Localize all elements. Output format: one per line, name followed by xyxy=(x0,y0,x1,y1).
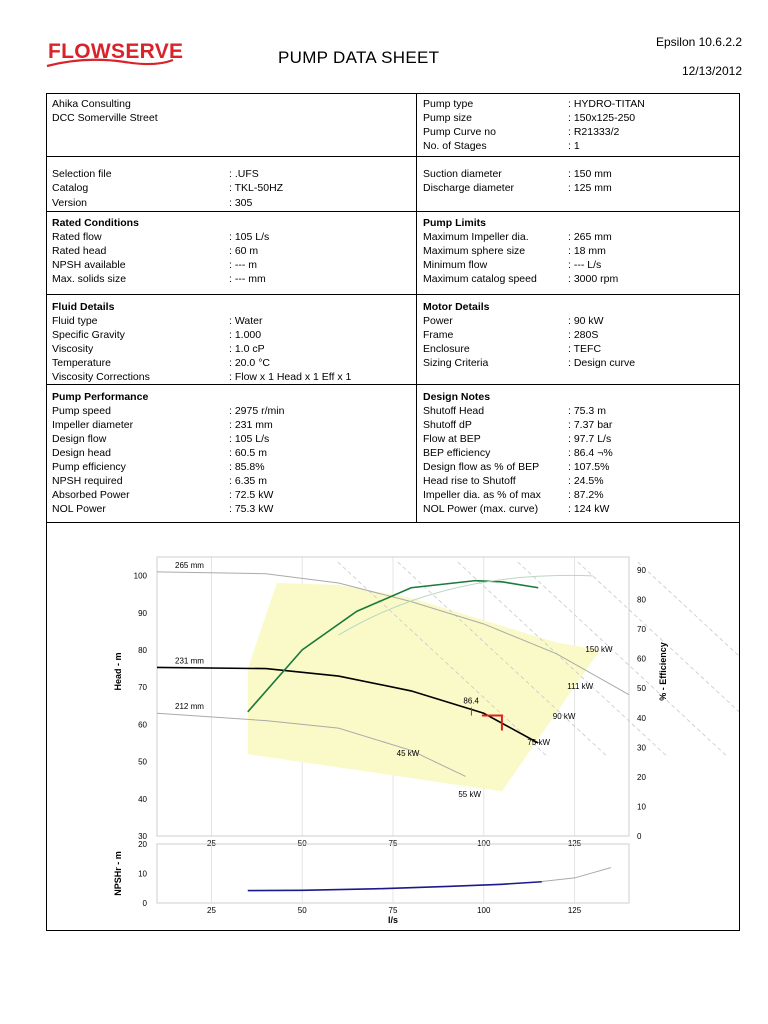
pump-speed-value: : 2975 r/min xyxy=(229,405,285,417)
y2-tick-7: 70 xyxy=(637,625,646,635)
sizing-criteria-label: Sizing Criteria xyxy=(423,357,489,369)
sheet-date: 12/13/2012 xyxy=(681,64,742,78)
stages-label: No. of Stages xyxy=(423,140,487,152)
x-tick-3: 100 xyxy=(477,839,491,848)
motor-details-block xyxy=(423,300,733,370)
nol-power-value: : 75.3 kW xyxy=(229,503,274,515)
absorbed-power-label: Absorbed Power xyxy=(52,489,130,501)
y-tick-4: 70 xyxy=(138,683,147,693)
motor-details-heading: Motor Details xyxy=(423,301,490,313)
rated-flow-label: Rated flow xyxy=(52,231,102,243)
flow-at-bep-label: Flow at BEP xyxy=(423,433,481,445)
fluid-details-heading: Fluid Details xyxy=(52,301,115,313)
npsh-y-tick-0: 0 xyxy=(142,899,147,908)
nol-power-label: NOL Power xyxy=(52,503,106,515)
pump-limits-block xyxy=(423,216,733,286)
suction-diameter-label: Suction diameter xyxy=(423,168,502,180)
pump-limits-heading: Pump Limits xyxy=(423,217,487,229)
specific-gravity-label: Specific Gravity xyxy=(52,329,125,341)
catalog-value: : TKL-50HZ xyxy=(229,182,284,194)
max-solids-value: : --- mm xyxy=(229,273,266,285)
max-speed-label: Maximum catalog speed xyxy=(423,273,537,285)
y2-tick-5: 50 xyxy=(637,684,646,694)
y2-axis-label: % - Efficiency xyxy=(658,642,668,701)
rated-flow-value: : 105 L/s xyxy=(229,231,270,243)
frame-value: : 280S xyxy=(568,329,599,341)
y2-tick-0: 0 xyxy=(637,832,642,841)
npsh-y-tick-1: 10 xyxy=(138,869,147,879)
impeller-pct-max-label: Impeller dia. as % of max xyxy=(423,489,541,501)
fluid-type-value: : Water xyxy=(229,315,263,327)
pump-type-value: : HYDRO-TITAN xyxy=(568,98,645,110)
data-sheet-table xyxy=(46,93,740,931)
rated-conditions-heading: Rated Conditions xyxy=(52,217,139,229)
y2-tick-4: 40 xyxy=(637,713,646,723)
y2-tick-9: 90 xyxy=(637,566,646,575)
page-title: PUMP DATA SHEET xyxy=(278,48,440,67)
npsh-available-value: : --- m xyxy=(229,259,257,271)
max-sphere-label: Maximum sphere size xyxy=(423,245,526,257)
diameters-block xyxy=(423,167,733,195)
enclosure-value: : TEFC xyxy=(568,343,602,355)
head-curve-label-1: 231 mm xyxy=(175,656,204,666)
suction-diameter-value: : 150 mm xyxy=(568,168,612,180)
y-tick-2: 50 xyxy=(138,757,147,767)
customer-block xyxy=(52,97,158,125)
pump-efficiency-label: Pump efficiency xyxy=(52,461,126,473)
shutoff-dp-label: Shutoff dP xyxy=(423,419,472,431)
rated-conditions-block xyxy=(52,216,412,286)
impeller-diameter-label: Impeller diameter xyxy=(52,419,134,431)
rated-head-label: Rated head xyxy=(52,245,107,257)
motor-power-label: Power xyxy=(423,315,453,327)
design-head-value: : 60.5 m xyxy=(229,447,267,459)
npsh-x-tick-1: 50 xyxy=(297,906,307,915)
y-tick-0: 30 xyxy=(138,832,147,841)
flow-at-bep-value: : 97.7 L/s xyxy=(568,433,612,445)
head-rise-value: : 24.5% xyxy=(568,475,604,487)
temperature-label: Temperature xyxy=(52,357,111,369)
power-label-3: 75 kW xyxy=(527,737,551,747)
flowserve-logo xyxy=(45,40,185,80)
sizing-criteria-value: : Design curve xyxy=(568,357,636,369)
max-sphere-value: : 18 mm xyxy=(568,245,606,257)
max-solids-label: Max. solids size xyxy=(52,273,127,285)
pump-performance-heading: Pump Performance xyxy=(52,391,149,403)
npsh-curve xyxy=(248,882,542,891)
absorbed-power-value: : 72.5 kW xyxy=(229,489,274,501)
npsh-x-tick-0: 25 xyxy=(207,906,216,915)
x-axis-label: l/s xyxy=(387,915,399,925)
viscosity-value: : 1.0 cP xyxy=(229,343,265,355)
y-tick-5: 80 xyxy=(138,646,147,655)
x-tick-4: 125 xyxy=(567,839,582,848)
y-tick-7: 100 xyxy=(133,571,147,581)
y2-tick-2: 20 xyxy=(637,772,646,782)
discharge-diameter-label: Discharge diameter xyxy=(423,182,515,194)
pump-efficiency-value: : 85.8% xyxy=(229,461,265,473)
customer-address: DCC Somerville Street xyxy=(52,112,158,124)
y2-tick-8: 80 xyxy=(637,595,646,605)
stages-value: : 1 xyxy=(568,140,580,152)
max-impeller-label: Maximum Impeller dia. xyxy=(423,231,529,243)
y2-tick-6: 60 xyxy=(637,654,646,664)
design-flow-label: Design flow xyxy=(52,433,107,445)
power-label-5: 55 kW xyxy=(458,789,482,799)
power-label-0: 150 kW xyxy=(585,645,613,654)
customer-name: Ahika Consulting xyxy=(52,98,131,110)
version-label: Version xyxy=(52,197,88,209)
x-tick-1: 50 xyxy=(297,839,307,848)
min-flow-value: : --- L/s xyxy=(568,259,602,271)
shutoff-dp-value: : 7.37 bar xyxy=(568,419,613,431)
y-tick-1: 40 xyxy=(138,794,147,804)
npsh-x-tick-2: 75 xyxy=(388,906,398,915)
npsh-x-tick-4: 125 xyxy=(567,906,582,915)
y2-tick-3: 30 xyxy=(637,743,646,753)
pump-size-label: Pump size xyxy=(423,112,473,124)
npsh-x-tick-3: 100 xyxy=(477,906,491,915)
selection-file-label: Selection file xyxy=(52,168,112,180)
y2-tick-1: 10 xyxy=(637,802,646,812)
pump-curve-chart xyxy=(47,522,739,930)
pump-curve-label: Pump Curve no xyxy=(423,126,496,138)
impeller-diameter-value: : 231 mm xyxy=(229,419,273,431)
nol-power-max-label: NOL Power (max. curve) xyxy=(423,503,539,515)
power-guide-line-5 xyxy=(638,562,739,757)
x-tick-2: 75 xyxy=(388,839,398,848)
pump-curve-value: : R21333/2 xyxy=(568,126,620,138)
viscosity-corrections-label: Viscosity Corrections xyxy=(52,371,150,383)
version-value: : 305 xyxy=(229,197,253,209)
design-notes-block xyxy=(423,390,733,516)
pump-info-block xyxy=(423,97,733,153)
logo-text: FLOWSERVE xyxy=(48,40,184,63)
head-rise-label: Head rise to Shutoff xyxy=(423,475,516,487)
impeller-pct-max-value: : 87.2% xyxy=(568,489,604,501)
viscosity-label: Viscosity xyxy=(52,343,94,355)
max-speed-value: : 3000 rpm xyxy=(568,273,619,285)
enclosure-label: Enclosure xyxy=(423,343,470,355)
shutoff-head-value: : 75.3 m xyxy=(568,405,606,417)
design-flow-pct-bep-label: Design flow as % of BEP xyxy=(423,461,540,473)
catalog-label: Catalog xyxy=(52,182,89,194)
min-flow-label: Minimum flow xyxy=(423,259,488,271)
bep-label: 86.4 xyxy=(463,696,479,706)
y-tick-6: 90 xyxy=(138,608,147,618)
rated-head-value: : 60 m xyxy=(229,245,259,257)
max-impeller-value: : 265 mm xyxy=(568,231,612,243)
design-flow-pct-bep-value: : 107.5% xyxy=(568,461,610,473)
npsh-curve-max xyxy=(542,868,611,882)
viscosity-corrections-value: : Flow x 1 Head x 1 Eff x 1 xyxy=(229,371,352,383)
bep-efficiency-label: BEP efficiency xyxy=(423,447,491,459)
selection-file-value: : .UFS xyxy=(229,168,259,180)
design-head-label: Design head xyxy=(52,447,111,459)
head-curve-label-2: 212 mm xyxy=(175,702,204,712)
npsh-y-axis-label: NPSHr - m xyxy=(113,851,123,896)
x-tick-0: 25 xyxy=(207,839,216,848)
npsh-y-tick-2: 20 xyxy=(138,840,147,849)
discharge-diameter-value: : 125 mm xyxy=(568,182,612,194)
motor-power-value: : 90 kW xyxy=(568,315,604,327)
npsh-required-value: : 6.35 m xyxy=(229,475,267,487)
temperature-value: : 20.0 °C xyxy=(229,357,270,369)
shutoff-head-label: Shutoff Head xyxy=(423,405,485,417)
design-flow-value: : 105 L/s xyxy=(229,433,270,445)
frame-label: Frame xyxy=(423,329,454,341)
power-label-1: 111 kW xyxy=(567,682,594,692)
column-divider xyxy=(416,94,417,522)
pump-size-value: : 150x125-250 xyxy=(568,112,636,124)
software-version: Epsilon 10.6.2.2 xyxy=(655,35,742,49)
operating-region xyxy=(248,583,600,791)
fluid-type-label: Fluid type xyxy=(52,315,98,327)
bep-efficiency-value: : 86.4 ¬% xyxy=(568,447,613,459)
pump-type-label: Pump type xyxy=(423,98,474,110)
npsh-available-label: NPSH available xyxy=(52,259,126,271)
y-tick-3: 60 xyxy=(138,720,147,730)
specific-gravity-value: : 1.000 xyxy=(229,329,262,341)
pump-speed-label: Pump speed xyxy=(52,405,111,417)
pump-performance-block xyxy=(52,390,412,516)
power-label-2: 90 kW xyxy=(552,711,576,721)
nol-power-max-value: : 124 kW xyxy=(568,503,610,515)
y-axis-label: Head - m xyxy=(113,652,123,691)
head-curve-label-0: 265 mm xyxy=(175,560,204,570)
npsh-required-label: NPSH required xyxy=(52,475,123,487)
fluid-details-block xyxy=(52,300,412,384)
design-notes-heading: Design Notes xyxy=(423,391,491,403)
selection-block xyxy=(52,167,412,210)
power-label-4: 45 kW xyxy=(396,749,420,759)
